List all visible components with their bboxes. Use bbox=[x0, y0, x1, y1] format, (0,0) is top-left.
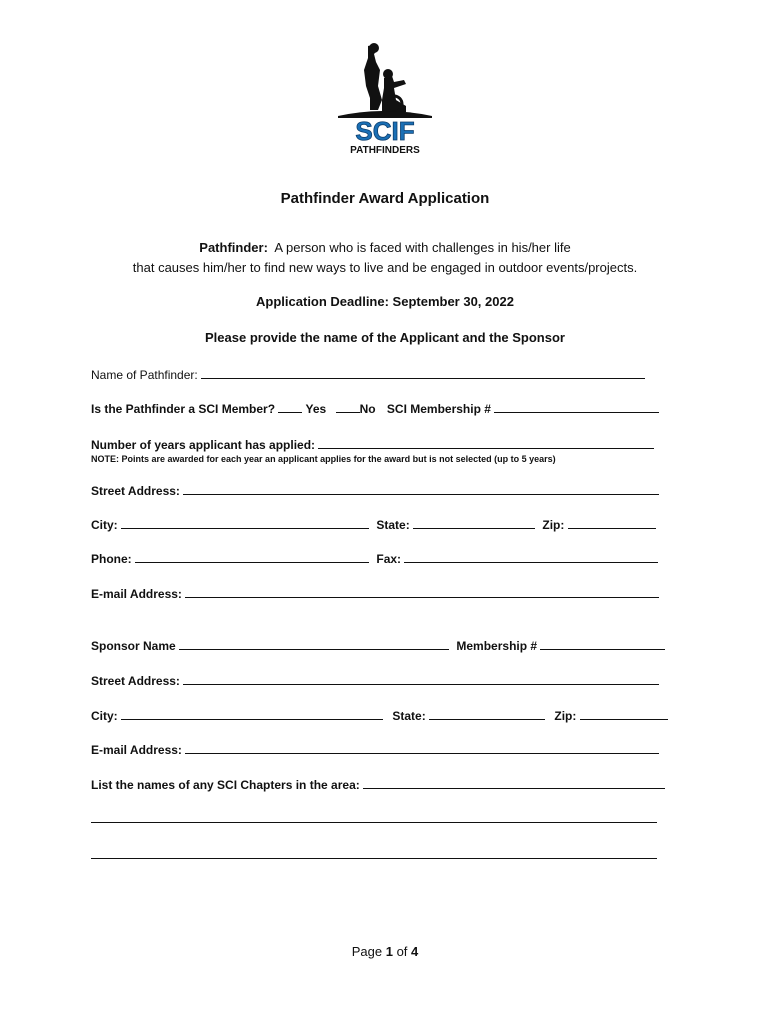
sci-chapters-line-2[interactable] bbox=[91, 822, 657, 823]
footer-page-word: Page bbox=[351, 944, 383, 959]
sci-member-row bbox=[91, 400, 659, 416]
sci-membership-field[interactable] bbox=[494, 400, 659, 413]
years-applied-row bbox=[91, 436, 654, 452]
applicant-fax-label: Fax: bbox=[376, 552, 402, 566]
applicant-city-row bbox=[91, 516, 656, 532]
applicant-phone-label: Phone: bbox=[91, 552, 132, 566]
definition-term: Pathfinder: bbox=[199, 240, 268, 255]
logo-sub: PATHFINDERS bbox=[350, 145, 420, 156]
applicant-city-field[interactable] bbox=[121, 516, 369, 529]
sponsor-membership-field[interactable] bbox=[540, 637, 665, 650]
sponsor-state-field[interactable] bbox=[429, 707, 545, 720]
sponsor-zip-label: Zip: bbox=[554, 709, 577, 723]
hunters-silhouette-icon bbox=[330, 40, 440, 160]
sci-member-no-label: No bbox=[359, 402, 376, 416]
pathfinder-name-row bbox=[91, 366, 645, 382]
applicant-zip-field[interactable] bbox=[568, 516, 656, 529]
applicant-phone-row bbox=[91, 550, 658, 566]
applicant-phone-field[interactable] bbox=[135, 550, 369, 563]
pathfinder-name-label: Name of Pathfinder: bbox=[91, 368, 198, 382]
page-title: Pathfinder Award Application bbox=[280, 190, 490, 207]
sci-member-label: Is the Pathfinder a SCI Member? bbox=[91, 402, 276, 416]
sponsor-name-row bbox=[91, 637, 665, 653]
sci-chapters-label: List the names of any SCI Chapters in the area: bbox=[91, 778, 360, 792]
page-footer bbox=[0, 944, 770, 959]
applicant-email-row bbox=[91, 585, 659, 601]
sci-chapters-line-3[interactable] bbox=[91, 858, 657, 859]
provide-instruction: Please provide the name of the Applicant and the Sponsor bbox=[205, 330, 565, 345]
years-note: NOTE: Points are awarded for each year an applicant applies for the award but is not selected (up to 5 years) bbox=[91, 454, 556, 464]
sponsor-email-row bbox=[91, 741, 659, 757]
sponsor-zip-field[interactable] bbox=[580, 707, 668, 720]
footer-total-pages: 4 bbox=[411, 944, 419, 959]
sponsor-name-field[interactable] bbox=[179, 637, 449, 650]
sci-member-yes-label: Yes bbox=[305, 402, 327, 416]
applicant-zip-label: Zip: bbox=[542, 518, 565, 532]
years-applied-field[interactable] bbox=[318, 436, 654, 449]
sponsor-city-row bbox=[91, 707, 668, 723]
years-applied-label: Number of years applicant has applied: bbox=[91, 438, 316, 452]
pathfinder-name-field[interactable] bbox=[201, 366, 645, 379]
sponsor-state-label: State: bbox=[392, 709, 426, 723]
applicant-state-label: State: bbox=[376, 518, 410, 532]
sponsor-email-label: E-mail Address: bbox=[91, 743, 182, 757]
sci-member-yes-field[interactable] bbox=[278, 400, 302, 413]
sponsor-street-label: Street Address: bbox=[91, 674, 180, 688]
scif-pathfinders-logo bbox=[330, 40, 440, 160]
applicant-street-field[interactable] bbox=[183, 482, 659, 495]
footer-current-page: 1 bbox=[385, 944, 393, 959]
sci-membership-label: SCI Membership # bbox=[386, 402, 491, 416]
sponsor-street-field[interactable] bbox=[183, 672, 659, 685]
sci-member-no-field[interactable] bbox=[336, 400, 360, 413]
sponsor-street-row bbox=[91, 672, 659, 688]
sponsor-email-field[interactable] bbox=[185, 741, 659, 754]
sci-chapters-field[interactable] bbox=[363, 776, 665, 789]
definition-text-1: A person who is faced with challenges in his/her life bbox=[274, 240, 571, 255]
definition-line-1 bbox=[0, 240, 770, 255]
applicant-email-label: E-mail Address: bbox=[91, 587, 182, 601]
applicant-state-field[interactable] bbox=[413, 516, 535, 529]
footer-of-word: of bbox=[396, 944, 408, 959]
sponsor-membership-label: Membership # bbox=[456, 639, 538, 653]
applicant-city-label: City: bbox=[91, 518, 118, 532]
applicant-street-row bbox=[91, 482, 659, 498]
sponsor-name-label: Sponsor Name bbox=[91, 639, 176, 653]
sponsor-city-field[interactable] bbox=[121, 707, 383, 720]
sponsor-city-label: City: bbox=[91, 709, 118, 723]
applicant-fax-field[interactable] bbox=[404, 550, 658, 563]
applicant-email-field[interactable] bbox=[185, 585, 659, 598]
application-deadline: Application Deadline: September 30, 2022 bbox=[256, 294, 514, 309]
sci-chapters-row bbox=[91, 776, 665, 792]
definition-line-2: that causes him/her to find new ways to live and be engaged in outdoor events/projects. bbox=[132, 260, 638, 275]
applicant-street-label: Street Address: bbox=[91, 484, 180, 498]
logo-brand: SCIF bbox=[355, 116, 415, 146]
